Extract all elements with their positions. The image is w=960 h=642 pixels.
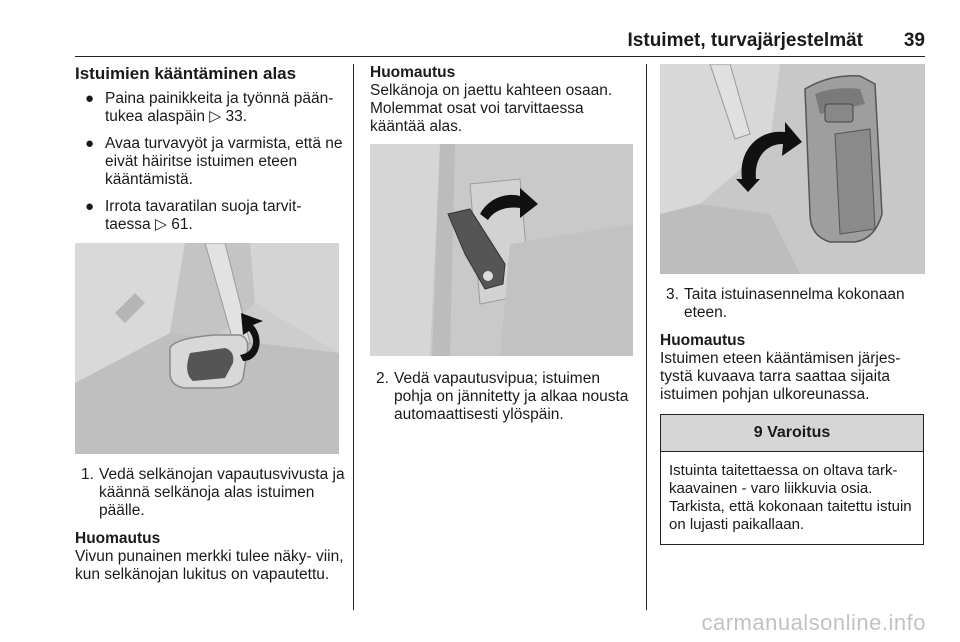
illustration-seat-fold-forward: [660, 64, 925, 274]
column-2: [370, 64, 635, 424]
page-ref-link[interactable]: 33.: [225, 108, 248, 125]
note-title: Huomautus: [660, 332, 746, 349]
bullet-list: [75, 90, 345, 234]
chapter-title: Istuimet, turvajärjestelmät: [627, 30, 863, 51]
note-text: Selkänoja on jaettu kahteen osaan. Molemmat osat voi tarvittaessa kääntää alas.: [370, 82, 613, 135]
bullet-item: ● Paina painikkeita ja työnnä pään- tukea alaspäin ▷ 33.: [85, 90, 334, 125]
note-text: Vivun punainen merkki tulee näky- viin, kun selkänojan lukitus on vapautettu.: [75, 548, 344, 583]
section-title: Istuimien kääntäminen alas: [75, 64, 297, 83]
warning-header: [661, 415, 923, 452]
column-divider-1: [353, 64, 354, 610]
warning-text: Istuinta taitettaessa on oltava tark- kaavainen - varo liikkuvia osia. Tarkista, että kokonaan taitettu istuin on lujasti paikallaan.: [669, 462, 912, 533]
page-number: 39: [903, 30, 925, 51]
warning-icon: 9: [753, 424, 763, 441]
column-3: [660, 64, 925, 545]
note-title: Huomautus: [75, 530, 161, 547]
triangle-ref-icon: ▷: [209, 108, 222, 125]
watermark: carmanualsonline.info: [701, 610, 926, 635]
step-2: 2. Vedä vapautusvipua; istuimen pohja on jännitetty ja alkaa nousta automaattisesti ylöspäin.: [376, 370, 629, 423]
bullet-item: ● Irrota tavaratilan suoja tarvit- taessa ▷ 61.: [85, 198, 302, 233]
page-header: [75, 28, 925, 57]
seat-lever-illustration: [370, 144, 633, 356]
page-ref-link[interactable]: 61.: [171, 216, 193, 233]
illustration-backrest-release: [75, 243, 339, 454]
column-1: [75, 64, 345, 584]
bullet-item: ● Avaa turvavyöt ja varmista, että ne eivät häiritse istuimen eteen kääntämistä.: [85, 135, 343, 188]
note-title: Huomautus: [370, 64, 456, 81]
triangle-ref-icon: ▷: [154, 216, 167, 233]
bullet-dot-icon: ●: [85, 90, 95, 107]
backrest-lever-illustration: [75, 243, 339, 454]
column-divider-2: [646, 64, 647, 610]
step-3: 3. Taita istuinasennelma kokonaan eteen.: [666, 286, 905, 321]
warning-box: [660, 414, 924, 545]
illustration-seat-release-lever: [370, 144, 633, 356]
bullet-dot-icon: ●: [85, 198, 95, 215]
warning-title: Varoitus: [767, 424, 831, 441]
step-1: 1. Vedä selkänojan vapautusvivusta ja käännä selkänoja alas istuimen päälle.: [81, 466, 345, 519]
seat-fold-illustration: [660, 64, 925, 274]
bullet-dot-icon: ●: [85, 135, 95, 152]
note-text: Istuimen eteen kääntämisen järjes- tystä kuvaava tarra saattaa sijaita istuimen pohjan ulkoreunassa.: [660, 350, 901, 403]
